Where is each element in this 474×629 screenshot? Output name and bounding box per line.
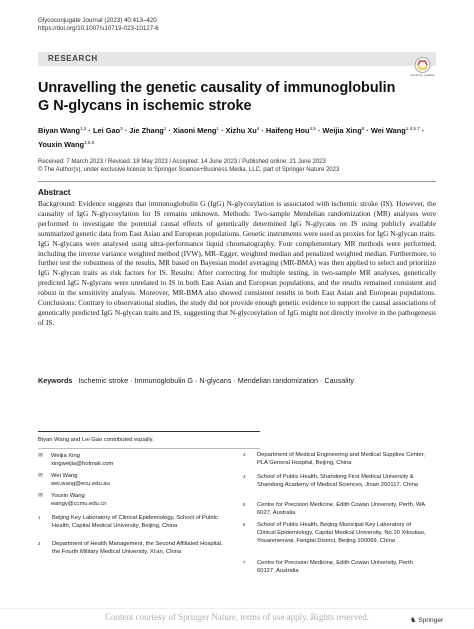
author-name[interactable]: Biyan Wang <box>38 126 81 135</box>
keywords-list: Ischemic stroke · Immunoglobulin G · N-glycans · Mendelian randomization · Causality <box>78 376 354 385</box>
publisher-name: Springer <box>418 617 444 624</box>
author-name[interactable]: Lei Gao <box>93 126 121 135</box>
affiliation-text: School of Public Health, Shandong First Medical University & Shandong Academy of Medical Sciences, Jinan 250117, China <box>257 474 419 488</box>
copyright-notice: © The Author(s), under exclusive licence to Springer Science+Business Media, LLC, part of Springer Nature 2023 <box>38 167 340 173</box>
courtesy-notice: Content courtesy of Springer Nature, terms of use apply. Rights reserved. <box>104 612 370 622</box>
doi-link[interactable]: https://doi.org/10.1007/s10719-023-10127-6 <box>38 25 159 32</box>
affiliation-item <box>243 452 431 468</box>
affiliation-text: Centre for Precision Medicine, Edith Cowan University, Perth 60127, Australia <box>257 560 413 574</box>
envelope-icon: ✉ <box>38 453 44 459</box>
springer-horse-icon: ♞ <box>410 617 417 624</box>
author-affiliation-marker: 1,4,5,7 <box>405 126 420 131</box>
author-separator: · <box>218 126 226 135</box>
affiliation-number: 6 <box>243 522 246 527</box>
contact-name: Weijia Xing <box>51 453 80 459</box>
affiliation-item <box>243 474 431 490</box>
abstract-heading: Abstract <box>38 188 71 197</box>
contact-item <box>38 452 238 468</box>
author-affiliation-marker: 1,5,6 <box>83 140 95 145</box>
author-separator: · <box>315 126 323 135</box>
check-for-updates-badge[interactable] <box>409 56 436 81</box>
author-name[interactable]: Haifeng Hou <box>265 126 310 135</box>
affiliation-item <box>38 515 226 531</box>
author-affiliation-marker: 1 <box>163 126 167 131</box>
contact-email[interactable]: wangy@ccmu.edu.cn <box>51 501 107 507</box>
affiliation-item <box>243 560 431 576</box>
contact-name: Youxin Wang <box>51 493 85 499</box>
author-separator: · <box>166 126 173 135</box>
author-name[interactable]: Weijia Xing <box>322 126 362 135</box>
section-band <box>38 52 436 66</box>
section-label: RESEARCH <box>48 54 98 63</box>
author-affiliation-marker: 4 <box>256 126 260 131</box>
contact-item <box>38 472 238 488</box>
footnote-divider <box>38 431 260 432</box>
author-affiliation-marker: 1,2 <box>80 126 87 131</box>
article-title: Unravelling the genetic causality of immunoglobulin G N-glycans in ischemic stroke <box>38 80 396 114</box>
contact-email[interactable]: wei.wang@ecu.edu.au <box>51 481 110 487</box>
affiliation-text: Department of Health Management, the Second Affiliated Hospital, the Fourth Military Medical University, Xi’an, China <box>52 541 223 555</box>
affiliation-number: 4 <box>243 474 246 479</box>
publication-dates: Received: 7 March 2023 / Revised: 18 May 2023 / Accepted: 14 June 2023 / Published online: 21 June 2023 <box>38 159 326 165</box>
affiliation-text: Centre for Precision Medicine, Edith Cowan University, Perth, WA 6027, Australia <box>257 502 425 516</box>
author-separator: · <box>419 126 425 135</box>
author-separator: · <box>122 126 130 135</box>
author-separator: · <box>86 126 93 135</box>
affiliation-item <box>38 541 226 557</box>
contact-name: Wei Wang <box>51 473 78 479</box>
author-affiliation-marker: 4,5 <box>309 126 316 131</box>
author-name[interactable]: Xizhu Xu <box>225 126 257 135</box>
keywords <box>38 376 436 385</box>
contact-item <box>38 492 238 508</box>
author-separator: · <box>259 126 266 135</box>
author-list <box>38 123 440 151</box>
check-for-updates-label: Check for updates <box>410 73 435 77</box>
keywords-label: Keywords <box>38 376 73 385</box>
affiliation-number: 5 <box>243 502 246 507</box>
author-name[interactable]: Jie Zhang <box>129 126 164 135</box>
header-divider <box>38 181 436 182</box>
author-name[interactable]: Xiaoni Meng <box>172 126 217 135</box>
author-name[interactable]: Youxin Wang <box>38 140 84 149</box>
footnote-divider-light <box>38 448 260 449</box>
envelope-icon: ✉ <box>38 473 44 479</box>
equal-contribution-note: Biyan Wang and Lei Gao contributed equally. <box>38 437 154 443</box>
abstract-body: Background: Evidence suggests that immunoglobulin G (IgG) N-glycosylation is associated with ischemic stroke (IS). However, the causality of IgG N-glycosylation for IS remains unknown. Methods: Two-sample Mendelian randomization (MR) analyses were performed to investigate the potential causal effects of genetically determined IgG N-glycans on IS using publicly available summarized genetic data from East Asian and European populations. Genetic instruments were used as proxies for IgG N-glycan traits. IgG N-glycans were analysed using ultra-performance liquid chromatography. Four complementary MR methods were performed, including the inverse variance weighted method (IVW), MR–Egger, weighted median and penalized weighted median. Furthermore, to further test the robustness of the results, MR based on Bayesian model averaging (MR-BMA) was then applied to select and prioritize IgG N-glycan traits as risk factors for IS. Results: After correcting for multiple testing, in two-sample MR analyses, genetically predicted IgG N-glycans were unrelated to IS in both East Asian and European populations, and the results remained consistent and robust in the sensitivity analysis. Moreover, MR-BMA also showed consistent results in both East Asian and European populations. Conclusions: Contrary to observational studies, the study did not provide enough genetic evidence to support the causal associations of genetically predicted IgG N-glycan traits and IS, suggesting that N-glycosylation of IgG might not directly involve in the pathogenesis of IS. <box>38 199 436 327</box>
page-bottom-divider <box>0 608 474 609</box>
journal-citation: Glycoconjugate Journal (2023) 40:413–420 <box>38 17 157 24</box>
affiliation-text: Department of Medical Engineering and Medical Supplies Center, PLA General Hospital, Beijing, China <box>257 452 425 466</box>
affiliation-number: 7 <box>243 560 246 565</box>
author-affiliation-marker: 1 <box>216 126 219 131</box>
author-affiliation-marker: 6 <box>361 126 365 131</box>
affiliation-number: 3 <box>243 452 246 457</box>
check-for-updates-icon <box>409 56 436 74</box>
affiliation-number: 2 <box>38 541 41 546</box>
contact-email[interactable]: xingweijia@hotmail.com <box>51 461 114 467</box>
affiliation-number: 1 <box>38 515 41 520</box>
author-name[interactable]: Wei Wang <box>370 126 406 135</box>
affiliation-text: School of Public Health, Beijing Municipal Key Laboratory of Clinical Epidemiology, Capital Medical University, No.10 Xitoutiao, Youanmenwai, Fengtai District, Beijing 100069, China <box>257 522 426 544</box>
author-affiliation-marker: 3 <box>120 126 123 131</box>
affiliation-item <box>243 502 431 518</box>
affiliation-text: Beijing Key Laboratory of Clinical Epidemiology, School of Public Health, Capital Medical University, Beijing, China <box>52 515 218 529</box>
author-separator: · <box>364 126 371 135</box>
envelope-icon: ✉ <box>38 493 44 499</box>
affiliation-item <box>243 522 431 545</box>
